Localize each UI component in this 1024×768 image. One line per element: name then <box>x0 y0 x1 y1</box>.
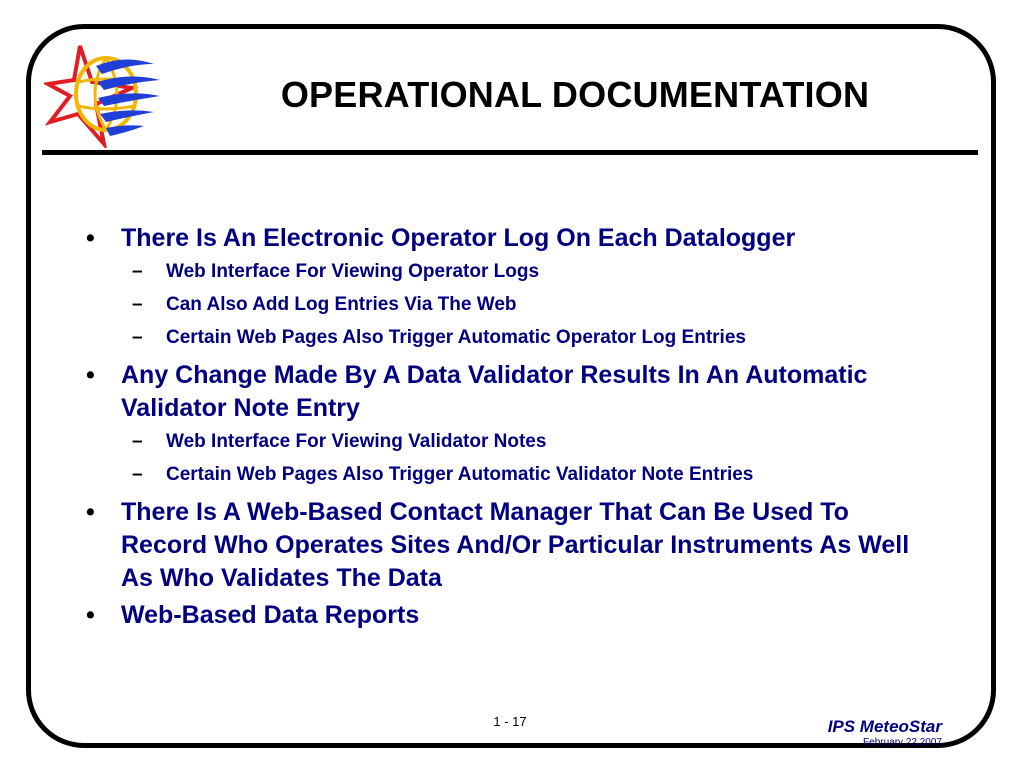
slide-date: February 22,2007 <box>863 737 942 748</box>
sub-bullet-marker: – <box>132 327 143 348</box>
meteostar-logo-icon <box>44 44 164 148</box>
footer-brand <box>828 717 942 749</box>
sub-bullet-marker: – <box>132 261 143 282</box>
company-name: IPS MeteoStar <box>827 717 942 736</box>
bullet-marker: • <box>86 224 95 252</box>
sub-bullet-item <box>80 293 940 317</box>
sub-bullet-marker: – <box>132 294 143 315</box>
bullet-text: There Is A Web-Based Contact Manager That Can Be Used To Record Who Operates Sites And/Or Particular Instruments As Well As Who Validates The Data <box>121 498 910 592</box>
sub-bullet-marker: – <box>132 431 143 452</box>
sub-bullet-text: Certain Web Pages Also Trigger Automatic Operator Log Entries <box>166 327 746 348</box>
slide-title: OPERATIONAL DOCUMENTATION <box>280 74 870 115</box>
bullet-text: Web-Based Data Reports <box>121 601 420 629</box>
sub-bullet-text: Web Interface For Viewing Validator Notes <box>166 431 547 452</box>
sub-bullet-text: Web Interface For Viewing Operator Logs <box>166 261 540 282</box>
sub-bullet-item <box>80 326 940 350</box>
bullet-item <box>80 359 940 425</box>
sub-bullet-marker: – <box>132 464 143 485</box>
page-number: 1 - 17 <box>493 714 527 729</box>
sub-bullet-item <box>80 260 940 284</box>
bullet-text: There Is An Electronic Operator Log On Each Datalogger <box>121 224 796 252</box>
sub-bullet-item <box>80 463 940 487</box>
bullet-list <box>80 222 940 636</box>
bullet-marker: • <box>86 361 95 389</box>
sub-bullet-text: Can Also Add Log Entries Via The Web <box>166 294 517 315</box>
bullet-item <box>80 599 940 632</box>
bullet-item <box>80 496 940 595</box>
bullet-marker: • <box>86 601 95 629</box>
bullet-marker: • <box>86 498 95 526</box>
bullet-text: Any Change Made By A Data Validator Results In An Automatic Validator Note Entry <box>121 361 868 422</box>
bullet-item <box>80 222 940 255</box>
sub-bullet-item <box>80 430 940 454</box>
sub-bullet-text: Certain Web Pages Also Trigger Automatic Validator Note Entries <box>166 464 754 485</box>
title-divider <box>42 150 978 155</box>
